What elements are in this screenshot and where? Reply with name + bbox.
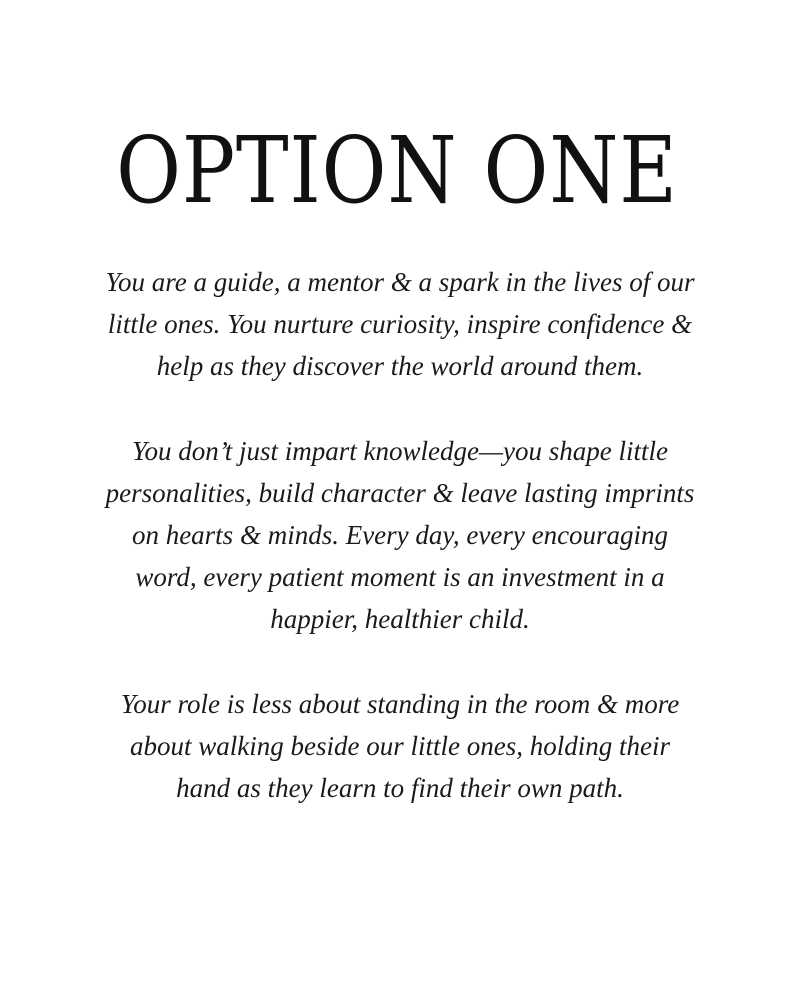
paragraph-line: about walking beside our little ones, holding their	[130, 731, 670, 761]
paragraph-line: word, every patient moment is an investment in a	[135, 562, 665, 592]
page-title: OPTION ONE	[116, 117, 678, 224]
paragraph-line: on hearts & minds. Every day, every encouraging	[131, 520, 669, 550]
paragraph-line: hand as they learn to find their own path.	[176, 773, 624, 803]
paragraph-role	[80, 683, 720, 809]
paragraph-knowledge	[80, 430, 720, 640]
paragraph-line: help as they discover the world around them.	[156, 351, 644, 381]
paragraph-line: You don’t just impart knowledge—you shape little	[132, 436, 668, 466]
paragraph-line: Your role is less about standing in the room & more	[120, 689, 680, 719]
paragraph-line: You are a guide, a mentor & a spark in the lives of our	[105, 267, 695, 297]
paragraph-line: happier, healthier child.	[270, 604, 530, 634]
paragraph-line: little ones. You nurture curiosity, inspire confidence &	[107, 309, 693, 339]
paragraph-line: personalities, build character & leave lasting imprints	[105, 478, 695, 508]
paragraph-guide	[80, 261, 720, 387]
